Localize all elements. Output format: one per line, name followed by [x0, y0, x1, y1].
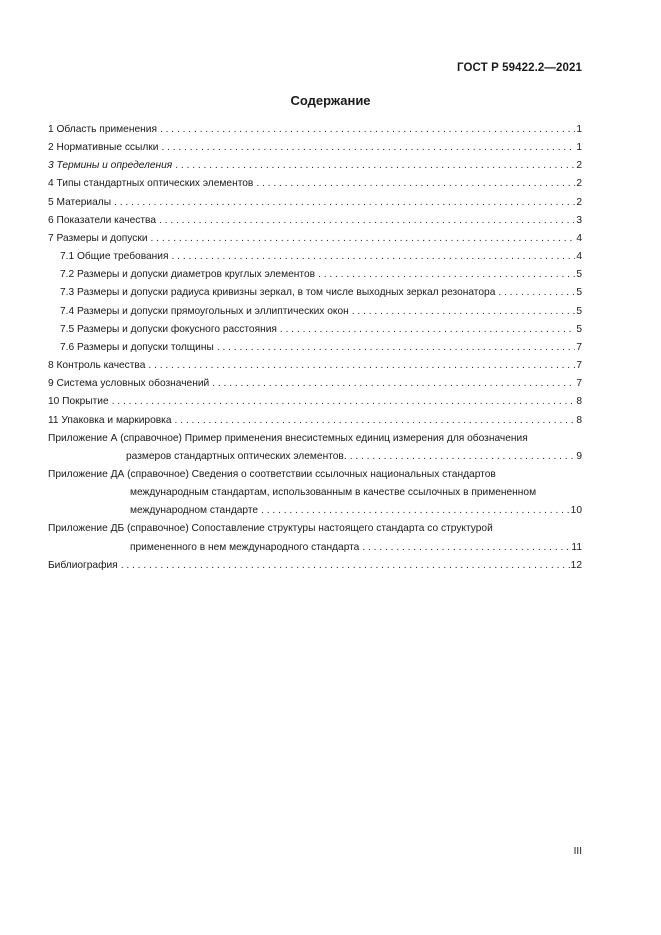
toc-entry-annex-db[interactable] — [48, 520, 582, 556]
toc-entry-label: 3 Термины и определения — [48, 160, 173, 172]
toc-entry-page: 10 — [570, 505, 582, 517]
toc-entry-page: 11 — [571, 541, 582, 553]
toc-entry-label: 7.1 Общие требования — [60, 251, 169, 263]
toc-entry-page: 7 — [576, 341, 582, 353]
toc-entry-page: 5 — [576, 305, 582, 317]
toc-entry-label: 7.6 Размеры и допуски толщины — [60, 341, 214, 353]
toc-entry-label: 8 Контроль качества — [48, 360, 146, 372]
toc-entry-page: 2 — [576, 178, 582, 190]
toc-leader — [498, 284, 575, 302]
toc-entry-page: 2 — [576, 160, 582, 172]
toc-entry-label: 6 Показатели качества — [48, 214, 156, 226]
toc-entry-label: Приложение А (справочное) Пример применения внесистемных единиц измерения для обозначения — [48, 432, 528, 444]
toc-leader — [161, 139, 575, 157]
toc-leader — [261, 502, 570, 520]
toc-entry-9[interactable] — [48, 375, 582, 393]
toc-entry-label: Приложение ДБ (справочное) Сопоставление структуры настоящего стандарта со структурой — [48, 523, 493, 535]
toc-entry-page: 1 — [576, 124, 582, 135]
document-code: ГОСТ Р 59422.2—2021 — [457, 62, 582, 74]
toc-entry-7-6[interactable] — [48, 339, 582, 357]
toc-entry-label: 5 Материалы — [48, 196, 112, 208]
toc-entry-annex-da[interactable] — [48, 466, 582, 520]
toc-leader — [148, 357, 575, 375]
toc-entry-label: 9 Система условных обозначений — [48, 378, 210, 390]
toc-entry-annex-a[interactable] — [48, 430, 582, 466]
toc-leader — [217, 339, 576, 357]
toc-entry-page: 4 — [576, 232, 582, 244]
toc-leader — [362, 539, 570, 557]
toc-leader — [212, 375, 575, 393]
toc-entry-label: 1 Область применения — [48, 124, 157, 135]
toc-entry-7[interactable] — [48, 230, 582, 248]
toc-entry-page: 5 — [576, 287, 582, 299]
toc-entry-label: 10 Покрытие — [48, 396, 109, 408]
toc-leader — [172, 248, 576, 266]
toc-leader — [175, 157, 575, 175]
toc-entry-page: 1 — [576, 142, 582, 154]
toc-entry-label: Библиография — [48, 559, 118, 571]
toc-leader — [160, 121, 575, 139]
toc-entry-page: 8 — [576, 396, 582, 408]
toc-entry-4[interactable] — [48, 175, 582, 193]
toc-entry-8[interactable] — [48, 357, 582, 375]
toc-entry-label-cont: международном стандарте — [130, 505, 259, 517]
toc-entry-page: 5 — [576, 269, 582, 281]
toc-entry-page: 2 — [576, 196, 582, 208]
toc-entry-7-3[interactable] — [48, 284, 582, 302]
toc-entry-label-cont: размеров стандартных оптических элементов. — [126, 450, 347, 462]
toc-entry-3[interactable] — [48, 157, 582, 175]
toc-entry-1[interactable] — [48, 121, 582, 139]
toc-entry-label: 2 Нормативные ссылки — [48, 142, 159, 154]
toc-leader — [352, 303, 576, 321]
toc-entry-7-5[interactable] — [48, 321, 582, 339]
toc-leader — [159, 212, 575, 230]
toc-leader — [112, 393, 576, 411]
toc-entry-label: 7.2 Размеры и допуски диаметров круглых элементов — [60, 269, 316, 281]
toc-entry-page: 9 — [576, 450, 582, 462]
toc-leader — [175, 412, 576, 430]
toc-leader — [256, 175, 575, 193]
toc-entry-label: 7.4 Размеры и допуски прямоугольных и эллиптических окон — [60, 305, 349, 317]
toc-leader — [350, 448, 576, 466]
toc-entry-label: 7.5 Размеры и допуски фокусного расстояния — [60, 323, 277, 335]
toc-entry-page: 5 — [576, 323, 582, 335]
toc-leader — [121, 557, 570, 575]
toc-entry-11[interactable] — [48, 412, 582, 430]
toc-entry-6[interactable] — [48, 212, 582, 230]
toc-leader — [280, 321, 575, 339]
toc-entry-7-1[interactable] — [48, 248, 582, 266]
toc-leader — [318, 266, 575, 284]
toc-entry-5[interactable] — [48, 194, 582, 212]
toc-title: Содержание — [290, 93, 371, 108]
toc-leader — [151, 230, 576, 248]
toc-entry-label: 7 Размеры и допуски — [48, 232, 148, 244]
toc-entry-label-cont: примененного в нем международного стандарта — [130, 541, 360, 553]
toc-leader — [114, 194, 575, 212]
page-number: III — [573, 846, 582, 857]
toc-entry-page: 12 — [570, 559, 582, 571]
table-of-contents — [48, 121, 582, 575]
toc-entry-page: 3 — [576, 214, 582, 226]
toc-entry-page: 8 — [576, 414, 582, 426]
toc-entry-bibliography[interactable] — [48, 557, 582, 575]
toc-entry-page: 4 — [576, 251, 582, 263]
toc-entry-2[interactable] — [48, 139, 582, 157]
toc-entry-7-4[interactable] — [48, 303, 582, 321]
toc-entry-label: 4 Типы стандартных оптических элементов — [48, 178, 254, 190]
toc-entry-label: 11 Упаковка и маркировка — [48, 414, 172, 426]
toc-entry-page: 7 — [576, 378, 582, 390]
toc-entry-label-cont: международным стандартам, использованным в качестве ссылочных в примененном — [130, 487, 537, 499]
toc-entry-label: 7.3 Размеры и допуски радиуса кривизны зеркал, в том числе выходных зеркал резонатора — [60, 287, 496, 299]
toc-entry-10[interactable] — [48, 393, 582, 411]
toc-entry-7-2[interactable] — [48, 266, 582, 284]
toc-entry-page: 7 — [576, 360, 582, 372]
toc-entry-label: Приложение ДА (справочное) Сведения о соответствии ссылочных национальных стандартов — [48, 468, 496, 480]
